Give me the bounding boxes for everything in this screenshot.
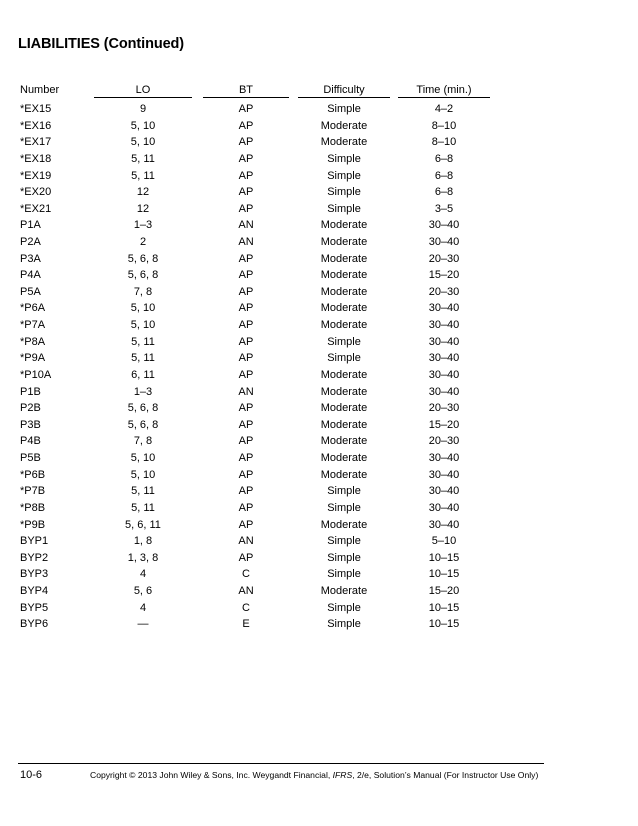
cell-time: 30–40	[428, 468, 460, 481]
cell-time: 30–40	[428, 236, 460, 248]
cell-bt: AN	[238, 585, 254, 597]
cell-time: 15–20	[428, 585, 460, 597]
cell-number: *EX19	[20, 169, 52, 182]
cell-difficulty: Simple	[327, 335, 361, 348]
header-underline	[398, 97, 490, 98]
cell-bt: AP	[238, 152, 254, 165]
cell-number: BYP6	[20, 618, 49, 631]
cell-time: 15–20	[428, 269, 460, 282]
cell-lo: 5, 10	[130, 119, 156, 132]
cell-bt: AP	[238, 485, 254, 498]
cell-bt: AP	[238, 518, 254, 531]
cell-time: 6–8	[434, 169, 454, 182]
header-underline	[298, 97, 390, 98]
cell-number: *EX17	[20, 136, 52, 149]
cell-difficulty: Moderate	[320, 585, 368, 597]
cell-lo: —	[137, 618, 149, 631]
cell-time: 4–2	[434, 103, 454, 115]
copyright-notice	[90, 770, 538, 780]
cell-difficulty: Simple	[327, 535, 361, 548]
header-underline	[203, 97, 289, 98]
cell-number: *EX20	[20, 186, 52, 199]
column-header-bt: BT	[238, 84, 254, 96]
cell-difficulty: Moderate	[320, 285, 368, 298]
cell-number: P2A	[20, 236, 41, 248]
cell-difficulty: Simple	[327, 152, 361, 165]
cell-number: *EX16	[20, 119, 52, 132]
cell-lo: 4	[139, 568, 147, 581]
cell-lo: 5, 11	[131, 335, 155, 348]
cell-difficulty: Simple	[327, 568, 361, 581]
cell-number: *P6B	[20, 468, 46, 481]
cell-time: 30–40	[428, 501, 460, 514]
cell-number: *P7B	[20, 485, 46, 498]
cell-lo: 5, 6	[133, 585, 153, 597]
cell-time: 30–40	[428, 485, 460, 498]
cell-difficulty: Simple	[327, 501, 361, 514]
cell-difficulty: Simple	[327, 352, 361, 365]
column-header-difficulty: Difficulty	[323, 84, 365, 96]
cell-time: 6–8	[434, 152, 454, 165]
footer-divider	[18, 763, 544, 764]
cell-lo: 6, 11	[131, 368, 155, 381]
cell-bt: AN	[238, 385, 254, 398]
cell-number: BYP2	[20, 551, 49, 564]
cell-time: 15–20	[428, 418, 460, 431]
cell-lo: 5, 6, 8	[127, 418, 159, 431]
cell-bt: AN	[238, 236, 254, 248]
cell-lo: 7, 8	[133, 285, 153, 298]
cell-bt: AP	[238, 468, 254, 481]
cell-number: *P9B	[20, 518, 46, 531]
cell-difficulty: Moderate	[320, 402, 368, 415]
cell-lo: 1–3	[133, 219, 153, 232]
cell-number: BYP1	[20, 535, 49, 548]
page-number: 10-6	[20, 769, 43, 781]
page-title: LIABILITIES (Continued)	[18, 36, 185, 52]
cell-number: P1B	[20, 385, 41, 398]
copyright-prefix: Copyright © 2013 John Wiley & Sons, Inc. Weygandt Financial,	[90, 770, 333, 780]
cell-number: *P6A	[20, 302, 46, 315]
cell-time: 20–30	[428, 402, 460, 415]
cell-number: P4A	[20, 269, 41, 282]
column-header-time: Time (min.)	[416, 84, 472, 96]
cell-number: *P10A	[20, 368, 52, 381]
cell-difficulty: Moderate	[320, 385, 368, 398]
cell-time: 20–30	[428, 435, 460, 448]
cell-difficulty: Moderate	[320, 236, 368, 248]
cell-difficulty: Simple	[327, 169, 361, 182]
cell-difficulty: Moderate	[320, 252, 368, 265]
cell-number: *P8B	[20, 501, 46, 514]
cell-bt: AP	[238, 368, 254, 381]
column-header-lo: LO	[135, 84, 151, 96]
cell-difficulty: Moderate	[320, 119, 368, 132]
cell-bt: AP	[238, 169, 254, 182]
cell-number: BYP5	[20, 601, 49, 614]
cell-bt: C	[242, 601, 250, 614]
cell-number: *EX21	[20, 202, 52, 215]
cell-lo: 5, 11	[131, 352, 155, 365]
cell-lo: 2	[139, 236, 147, 248]
cell-bt: AP	[238, 319, 254, 332]
cell-time: 8–10	[431, 136, 457, 149]
cell-bt: AP	[238, 501, 254, 514]
cell-time: 30–40	[428, 385, 460, 398]
cell-number: *EX15	[20, 103, 52, 115]
cell-number: P3B	[20, 418, 41, 431]
cell-lo: 5, 10	[130, 136, 156, 149]
cell-difficulty: Simple	[327, 485, 361, 498]
cell-lo: 9	[139, 103, 147, 115]
cell-time: 30–40	[428, 302, 460, 315]
cell-lo: 4	[139, 601, 147, 614]
cell-difficulty: Moderate	[320, 302, 368, 315]
cell-difficulty: Moderate	[320, 219, 368, 232]
cell-bt: AP	[238, 285, 254, 298]
cell-bt: AN	[238, 535, 254, 548]
cell-difficulty: Simple	[327, 551, 361, 564]
cell-bt: AP	[238, 202, 254, 215]
cell-difficulty: Moderate	[320, 418, 368, 431]
cell-number: P5B	[20, 452, 41, 464]
cell-time: 30–40	[428, 368, 460, 381]
cell-number: P3A	[20, 252, 41, 265]
cell-lo: 5, 10	[130, 468, 156, 481]
cell-difficulty: Simple	[327, 601, 361, 614]
cell-lo: 5, 6, 8	[127, 269, 159, 282]
cell-lo: 5, 6, 8	[127, 252, 159, 265]
cell-difficulty: Moderate	[320, 136, 368, 149]
cell-difficulty: Moderate	[320, 269, 368, 282]
cell-number: P1A	[20, 219, 41, 232]
cell-lo: 5, 10	[130, 452, 156, 464]
cell-difficulty: Moderate	[320, 319, 368, 332]
cell-bt: AP	[238, 119, 254, 132]
header-underline	[94, 97, 192, 98]
cell-time: 20–30	[428, 285, 460, 298]
cell-difficulty: Moderate	[320, 468, 368, 481]
cell-lo: 5, 11	[131, 169, 155, 182]
cell-lo: 1–3	[133, 385, 153, 398]
cell-bt: AP	[238, 136, 254, 149]
cell-lo: 5, 6, 8	[127, 402, 159, 415]
cell-difficulty: Moderate	[320, 452, 368, 464]
cell-number: BYP3	[20, 568, 49, 581]
cell-time: 3–5	[434, 202, 454, 215]
cell-time: 8–10	[431, 119, 457, 132]
cell-number: *P8A	[20, 335, 46, 348]
cell-bt: C	[242, 568, 250, 581]
cell-bt: AP	[238, 435, 254, 448]
cell-difficulty: Simple	[327, 618, 361, 631]
cell-time: 10–15	[428, 568, 460, 581]
cell-bt: AN	[238, 219, 254, 232]
cell-bt: AP	[238, 186, 254, 199]
cell-difficulty: Simple	[327, 186, 361, 199]
cell-lo: 12	[136, 186, 150, 199]
cell-time: 6–8	[434, 186, 454, 199]
cell-bt: AP	[238, 269, 254, 282]
copyright-italic: IFRS	[332, 770, 353, 780]
cell-time: 10–15	[428, 618, 460, 631]
cell-number: P5A	[20, 285, 41, 298]
cell-number: *EX18	[20, 152, 52, 165]
cell-bt: AP	[238, 402, 254, 415]
cell-bt: AP	[238, 252, 254, 265]
cell-time: 30–40	[428, 518, 460, 531]
copyright-suffix: , 2/e, Solution’s Manual (For Instructor Use Only)	[352, 770, 539, 780]
cell-lo: 5, 6, 11	[125, 518, 161, 531]
cell-time: 10–15	[428, 551, 460, 564]
cell-lo: 5, 11	[131, 485, 155, 498]
cell-bt: AP	[238, 551, 254, 564]
cell-bt: AP	[238, 452, 254, 464]
cell-bt: E	[242, 618, 250, 631]
cell-time: 30–40	[428, 335, 460, 348]
cell-lo: 1, 8	[133, 535, 153, 548]
cell-bt: AP	[238, 352, 254, 365]
column-header-number: Number	[20, 84, 60, 96]
cell-lo: 7, 8	[133, 435, 153, 448]
cell-bt: AP	[238, 302, 254, 315]
cell-difficulty: Moderate	[320, 435, 368, 448]
cell-difficulty: Simple	[327, 103, 361, 115]
cell-number: BYP4	[20, 585, 49, 597]
cell-time: 30–40	[428, 319, 460, 332]
cell-number: *P7A	[20, 319, 46, 332]
cell-number: *P9A	[20, 352, 46, 365]
cell-bt: AP	[238, 103, 254, 115]
cell-lo: 5, 11	[131, 152, 155, 165]
cell-bt: AP	[238, 418, 254, 431]
cell-time: 30–40	[428, 352, 460, 365]
cell-difficulty: Simple	[327, 202, 361, 215]
cell-lo: 5, 10	[130, 302, 156, 315]
cell-difficulty: Moderate	[320, 518, 368, 531]
cell-lo: 5, 11	[131, 501, 155, 514]
cell-bt: AP	[238, 335, 254, 348]
cell-difficulty: Moderate	[320, 368, 368, 381]
cell-number: P2B	[20, 402, 41, 415]
cell-time: 30–40	[428, 219, 460, 232]
cell-lo: 12	[136, 202, 150, 215]
cell-time: 30–40	[428, 452, 460, 464]
cell-lo: 5, 10	[130, 319, 156, 332]
cell-time: 5–10	[431, 535, 457, 548]
cell-time: 10–15	[428, 601, 460, 614]
cell-time: 20–30	[428, 252, 460, 265]
cell-lo: 1, 3, 8	[127, 551, 159, 564]
cell-number: P4B	[20, 435, 41, 448]
